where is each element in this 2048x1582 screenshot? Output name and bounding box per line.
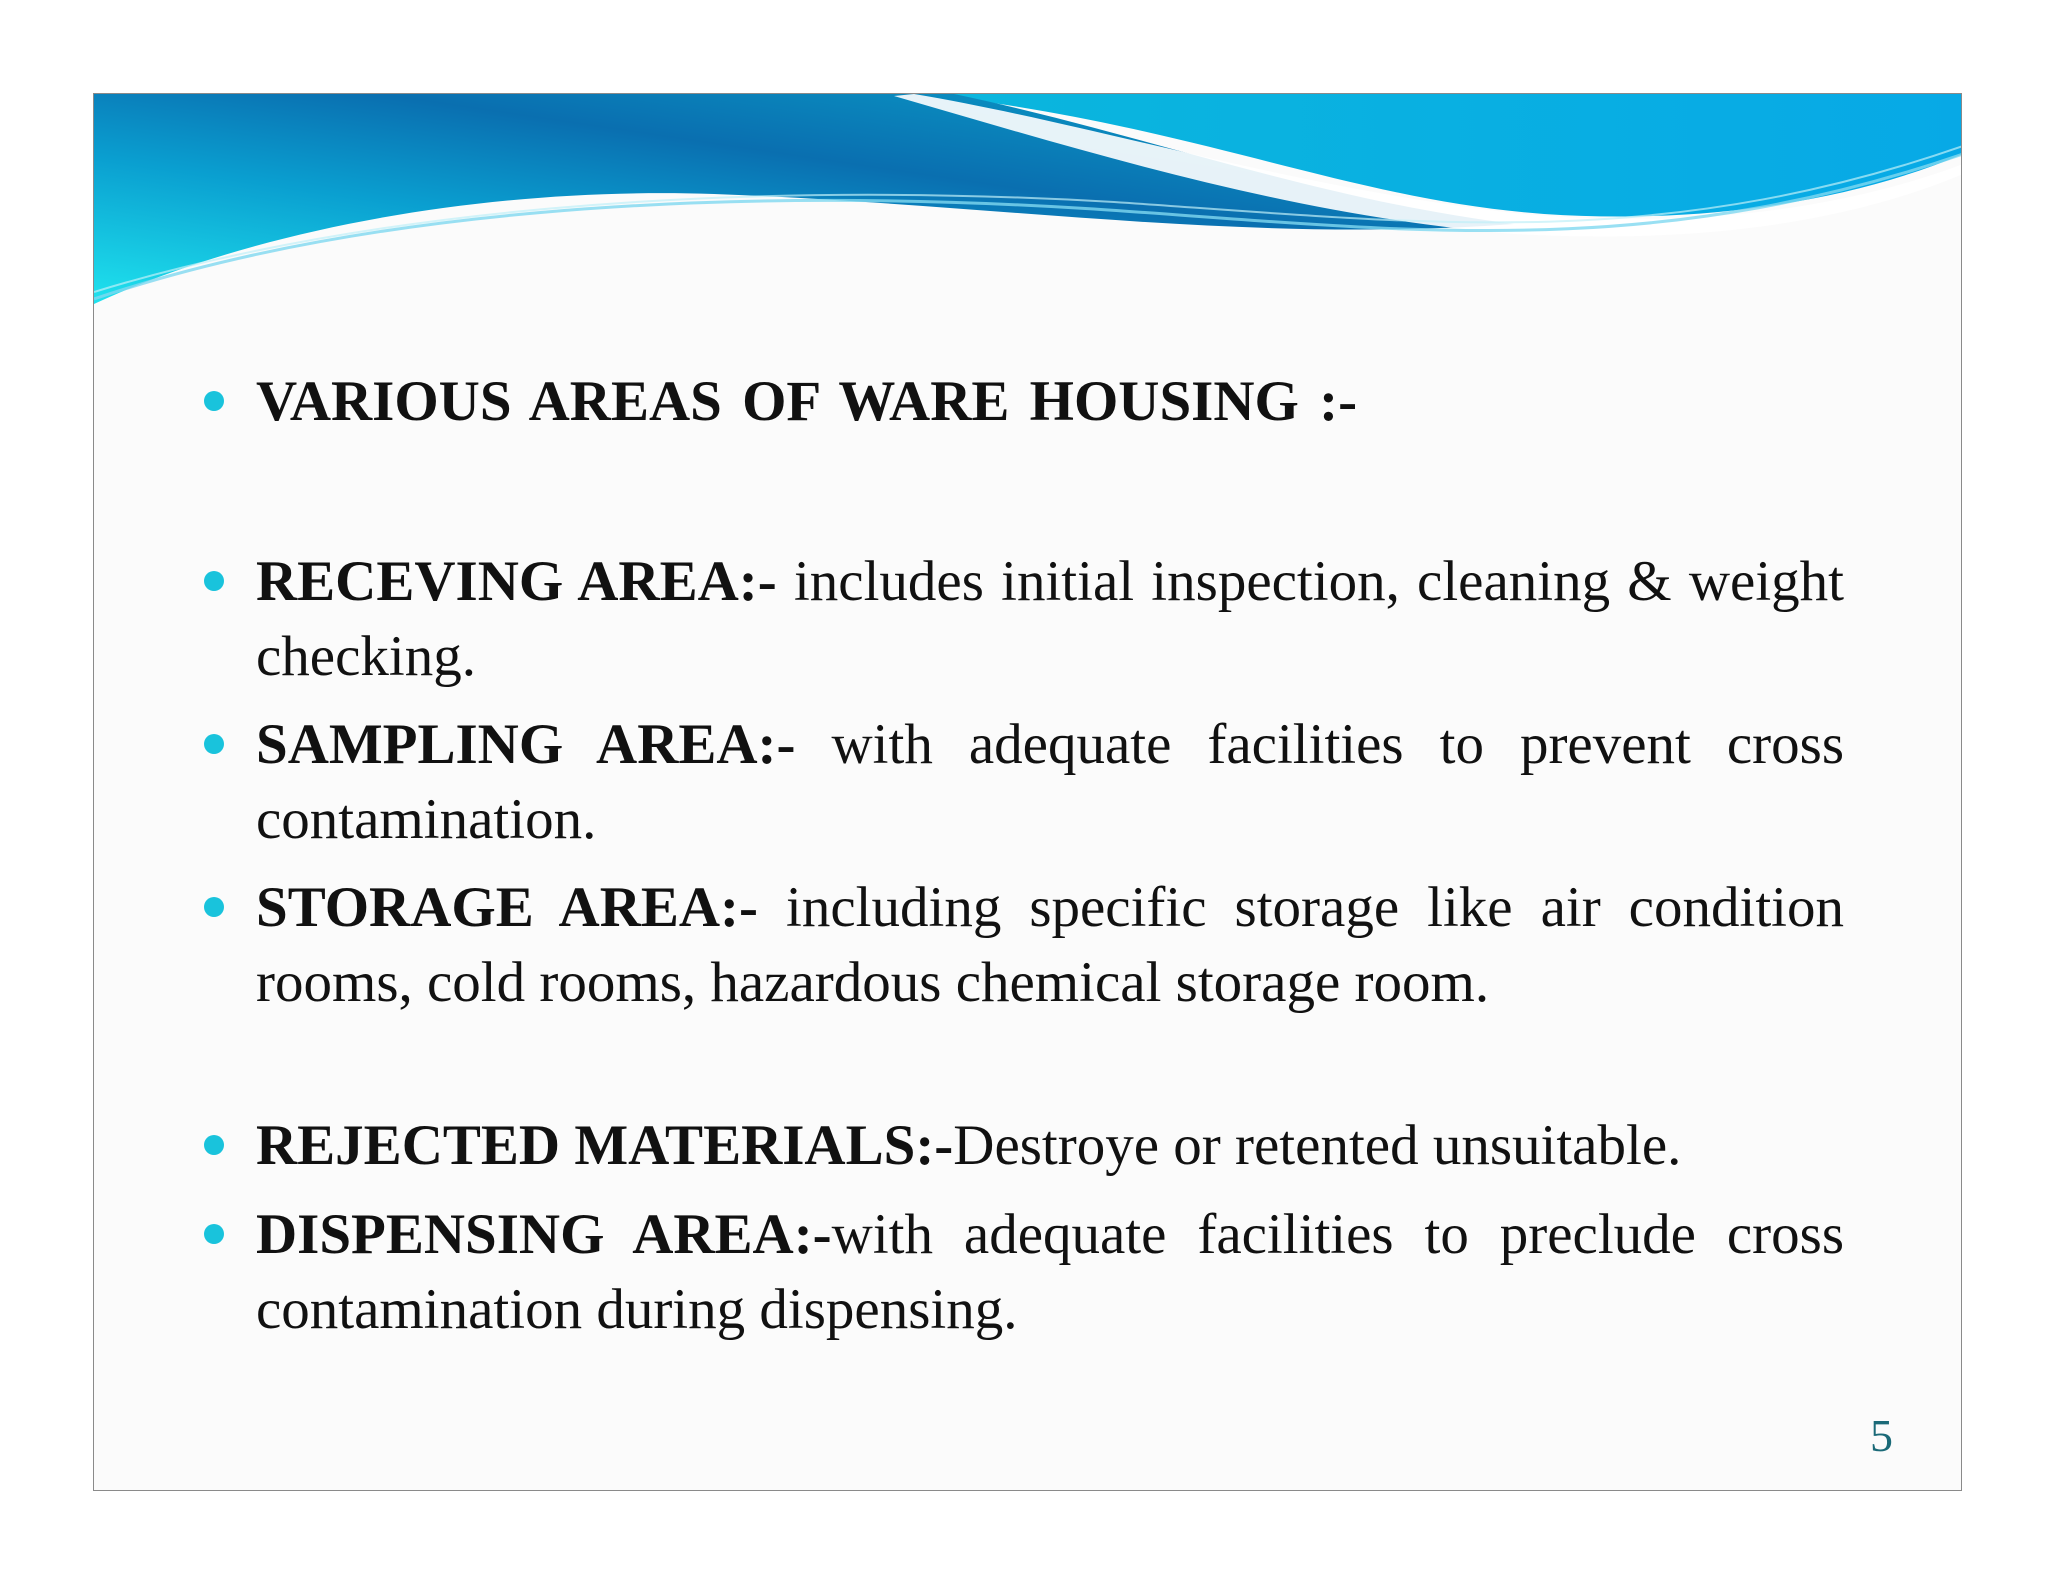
bullet-text: including specific storage like air condition rooms, cold rooms, hazardous chemical storage room.	[256, 876, 1844, 1014]
bullet-dot-icon	[204, 734, 224, 754]
slide-heading: VARIOUS AREAS OF WARE HOUSING :-	[256, 370, 1358, 433]
bullet-term: STORAGE AREA:-	[256, 876, 759, 939]
bullet-dot-icon	[204, 897, 224, 917]
slide	[93, 93, 1962, 1491]
bullet-term: SAMPLING AREA:-	[256, 713, 796, 776]
bullet-dot-icon	[204, 571, 224, 591]
bullet-text: with adequate facilities to preclude cross contamination during dispensing.	[256, 1203, 1845, 1341]
page-number: 5	[1870, 1410, 1893, 1461]
bullet-term: REJECTED MATERIALS:-	[256, 1114, 954, 1177]
bullet-text: Destroye or retented unsuitable.	[953, 1114, 1682, 1177]
bullet-dot-icon	[204, 1135, 224, 1155]
bullet-term: RECEVING AREA:-	[256, 550, 777, 613]
slide-content	[94, 94, 1961, 1490]
bullet-term: DISPENSING AREA:-	[256, 1203, 832, 1266]
bullet-dot-icon	[204, 1224, 224, 1244]
bullet-text: includes initial inspection, cleaning & weight checking.	[256, 550, 1844, 688]
bullet-text: with adequate facilities to prevent cross contamination.	[256, 713, 1845, 851]
bullet-dot-icon	[204, 391, 224, 411]
